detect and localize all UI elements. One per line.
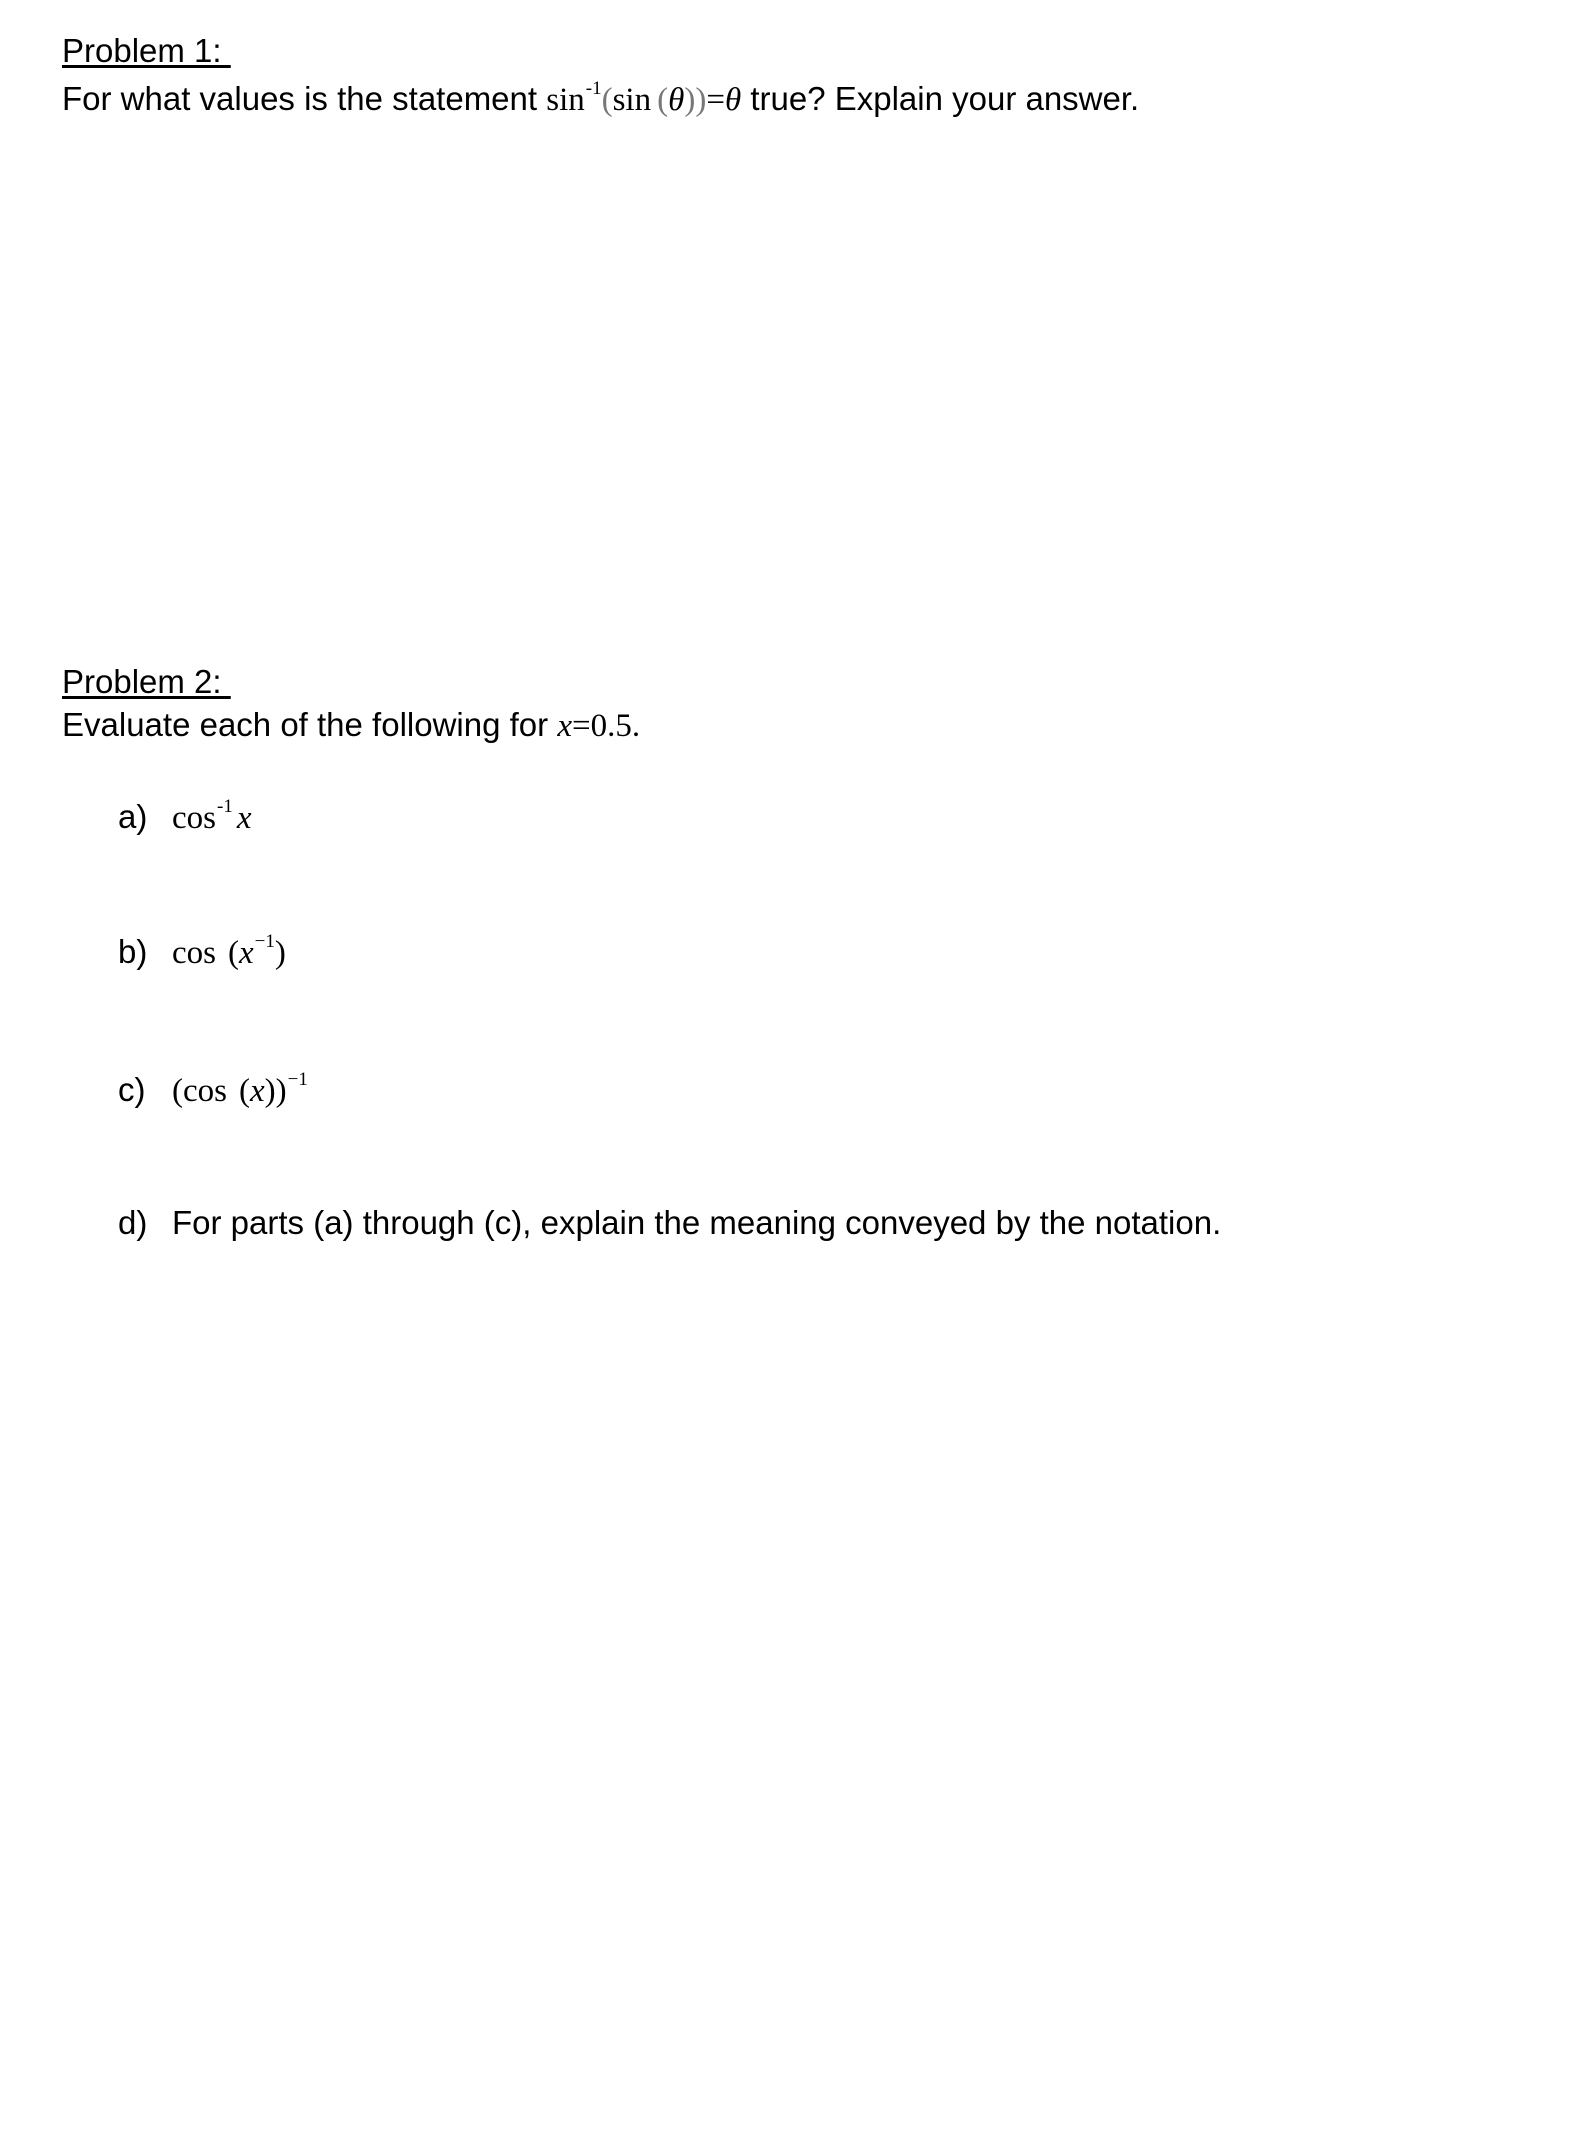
right-parens: ))	[264, 1073, 287, 1109]
inner-left-paren: (	[657, 82, 669, 118]
problem-2-instruction-prefix: Evaluate each of the following for	[62, 706, 558, 743]
problem-1-question-suffix: true? Explain your answer.	[741, 80, 1140, 117]
sin-function: sin	[546, 82, 585, 118]
theta-symbol-rhs: θ	[724, 82, 742, 118]
right-paren: )	[274, 935, 286, 971]
variable-x: x	[236, 800, 252, 836]
part-c	[118, 1069, 308, 1109]
inverse-exponent: -1	[585, 78, 602, 99]
part-d-text: For parts (a) through (c), explain the meaning conveyed by the notation.	[172, 1204, 1222, 1241]
part-c-label: c)	[118, 1071, 146, 1108]
outer-left-paren: (	[172, 1073, 183, 1109]
theta-symbol: θ	[668, 82, 685, 118]
problem-1-question-prefix: For what values is the statement	[62, 80, 547, 117]
cos-function: cos	[172, 935, 216, 971]
problem-2-instruction	[62, 708, 640, 743]
part-a-label: a)	[118, 798, 148, 835]
variable-x: x	[250, 1073, 265, 1109]
part-d-label: d)	[118, 1204, 148, 1241]
problem-1-question	[62, 78, 1140, 118]
problem-2-heading: Problem 2:	[62, 663, 231, 700]
equals-sign: =	[706, 82, 725, 118]
part-a	[118, 796, 252, 836]
inner-left-paren: (	[239, 1073, 250, 1109]
inverse-exponent: -1	[217, 796, 233, 817]
inner-right-paren: )	[684, 82, 696, 118]
x-value: 0.5.	[590, 708, 641, 744]
cos-function: cos	[172, 800, 216, 836]
equals-sign: =	[571, 708, 591, 744]
inverse-exponent: −1	[287, 1069, 308, 1090]
part-b	[118, 931, 286, 971]
variable-x: x	[239, 935, 254, 971]
outer-left-paren: (	[601, 82, 613, 118]
variable-x: x	[557, 708, 572, 744]
left-paren: (	[228, 935, 239, 971]
part-d	[118, 1206, 1221, 1239]
cos-function: cos	[183, 1073, 227, 1109]
problem-1-heading: Problem 1:	[62, 32, 231, 69]
inverse-exponent: −1	[254, 931, 275, 952]
outer-right-paren: )	[695, 82, 707, 118]
part-b-label: b)	[118, 933, 148, 970]
inner-sin-function: sin	[612, 82, 652, 118]
